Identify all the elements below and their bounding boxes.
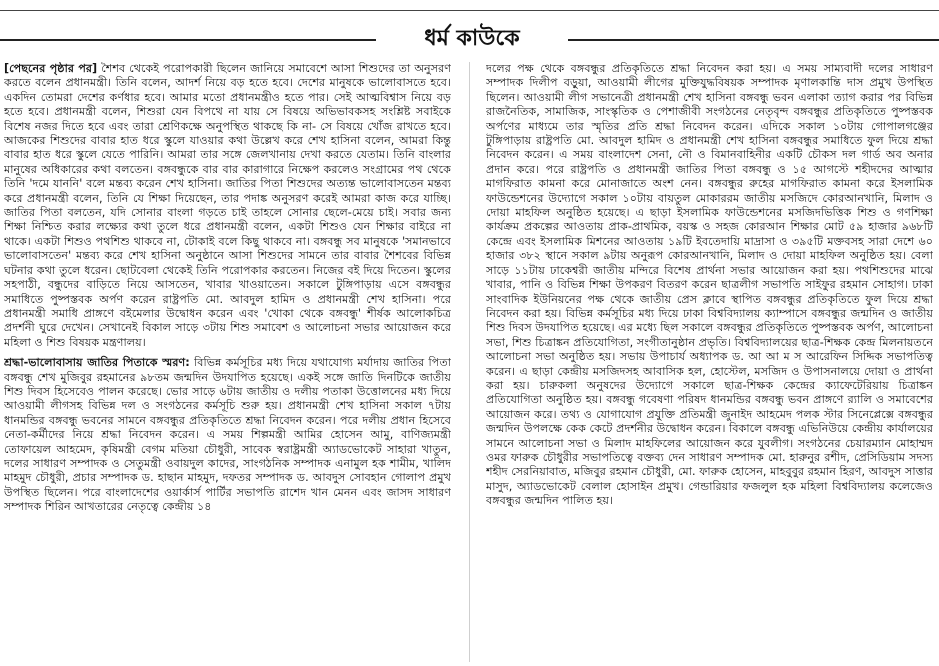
headline-rule-right: [568, 39, 939, 41]
top-rule: [0, 10, 939, 11]
headline-rule-left: [0, 39, 376, 41]
column-divider: [469, 62, 470, 662]
subhead-lead: শ্রদ্ধা-ভালোবাসায় জাতির পিতাকে স্মরণ:: [4, 356, 190, 370]
article-column-left: [4, 62, 451, 662]
article-paragraph: [486, 62, 933, 509]
article-paragraph: [4, 356, 451, 514]
headline: ধর্ম কাউকে: [424, 26, 520, 51]
article-column-right: [486, 62, 933, 662]
paragraph-text: বিভিন্ন কর্মসূচির মধ্য দিয়ে যথাযোগ্য মর্যাদায় জাতির পিতা বঙ্গবন্ধু শেখ মুজিবুর রহমানের ৯৮তম জন্মদিন উদযাপিত হয়েছে। একই সঙ্গে জাতি দিনটিকে জাতীয় শিশু দিবস হিসেবেও পালন করেছে। ভোর সাড়ে ৬টায় জাতীয় ও দলীয় পতাকা উত্তোলনের মধ্য দিয়ে আওয়ামী লীগসহ বিভিন্ন দল ও সংগঠনের কর্মসূচি শুরু হয়। প্রধানমন্ত্রী শেখ হাসিনা সকাল ৭টায় ধানমন্ডির বঙ্গবন্ধু ভবনের সামনে বঙ্গবন্ধুর প্রতিকৃতিতে শ্রদ্ধা নিবেদন করেন। পরে দলীয় প্রধান হিসেবে নেতা-কর্মীদের নিয়ে শ্রদ্ধা নিবেদন করেন। এ সময় শিল্পমন্ত্রী আমির হোসেন আমু, বাণিজ্যমন্ত্রী তোফায়েল আহমেদ, কৃষিমন্ত্রী বেগম মতিয়া চৌধুরী, সাবেক স্বরাষ্ট্রমন্ত্রী অ্যাডভোকেট সাহারা খাতুন, দলের সাধারণ সম্পাদক ও সেতুমন্ত্রী ওবায়দুল কাদের, সাংগঠনিক সম্পাদক এনামুল হক শামীম, খালিদ মাহমুদ চৌধুরী, প্রচার সম্পাদক ড. হাছান মাহমুদ, দফতর সম্পাদক ড. আবদুস সোবহান গোলাপ প্রমুখ উপস্থিত ছিলেন। পরে বাংলাদেশের ওয়ার্কার্স পার্টির সভাপতি রাশেদ খান মেনন এবং জাসদ সাধারণ সম্পাদক শিরিন আখতারের নেতৃত্বে কেন্দ্রীয় ১৪: [4, 356, 451, 514]
paragraph-lead: [পেছনের পৃষ্ঠার পর]: [4, 62, 98, 75]
headline-bar: [0, 24, 939, 54]
paragraph-text: দলের পক্ষ থেকে বঙ্গবন্ধুর প্রতিকৃতিতে শ্রদ্ধা নিবেদন করা হয়। এ সময় সাম্যবাদী দলের সাধারণ সম্পাদক দিলীপ বড়ুয়া, আওয়ামী লীগের মুক্তিযুদ্ধবিষয়ক সম্পাদক মৃণালকান্তি দাস প্রমুখ উপস্থিত ছিলেন। আওয়ামী লীগ সভানেত্রী প্রধানমন্ত্রী শেখ হাসিনা বঙ্গবন্ধু ভবন এলাকা ত্যাগ করার পর বিভিন্ন রাজনৈতিক, সামাজিক, সাংস্কৃতিক ও পেশাজীবী সংগঠনের নেতৃবৃন্দ বঙ্গবন্ধুর প্রতিকৃতিতে পুষ্পস্তবক অর্পণের মাধ্যমে তার স্মৃতির প্রতি শ্রদ্ধা নিবেদন করেন। এদিকে সকাল ১০টায় গোপালগঞ্জের টুঙ্গিপাড়ায় রাষ্ট্রপতি মো. আবদুল হামিদ ও প্রধানমন্ত্রী শেখ হাসিনা বঙ্গবন্ধুর সমাধিতে ফুল দিয়ে শ্রদ্ধা নিবেদন করেন। এ সময় বাংলাদেশ সেনা, নৌ ও বিমানবাহিনীর একটি চৌকস দল গার্ড অব অনার প্রদান করে। পরে রাষ্ট্রপতি ও প্রধানমন্ত্রী জাতির পিতা বঙ্গবন্ধু ও ১৫ আগস্টে শহীদদের আত্মার মাগফিরাত কামনা করে মোনাজাতে অংশ নেন। বঙ্গবন্ধুর রুহের মাগফিরাত কামনা করে ইসলামিক ফাউন্ডেশনের উদ্যোগে সকাল ১০টায় বায়তুল মোকাররম জাতীয় মসজিদে কোরআনখানি, মিলাদ ও দোয়া মাহফিল অনুষ্ঠিত হয়েছে। এ ছাড়া ইসলামিক ফাউন্ডেশনের মসজিদভিত্তিক শিশু ও গণশিক্ষা কার্যক্রম প্রকল্পের আওতায় প্রাক-প্রাথমিক, বয়স্ক ও সহজ কোরআন শিক্ষার মোট ৫৯ হাজার ৯৬৮টি কেন্দ্রে এবং ইসলামিক মিশনের আওতায় ১৯টি ইবতেদায়ি মাদ্রাসা ও ৩৯৫টি মক্তবসহ সারা দেশে ৬০ হাজার ৩৮২ স্থানে সকাল ৯টায় অনুরূপ কোরআনখানি, মিলাদ ও দোয়া মাহফিল অনুষ্ঠিত হয়। বেলা সাড়ে ১১টায় ঢাকেশ্বরী জাতীয় মন্দিরে বিশেষ প্রার্থনা সভার আয়োজন করা হয়। পথশিশুদের মাঝে খাবার, পানি ও বিভিন্ন শিক্ষা উপকরণ বিতরণ করেন ছাত্রলীগ সভাপতি সাইফুর রহমান সোহাগ। ঢাকা সাংবাদিক ইউনিয়নের পক্ষ থেকে জাতীয় প্রেস ক্লাবে স্থাপিত বঙ্গবন্ধুর প্রতিকৃতিতে ফুল দিয়ে শ্রদ্ধা নিবেদন করা হয়। বিভিন্ন কর্মসূচির মধ্য দিয়ে ঢাকা বিশ্ববিদ্যালয় ক্যাম্পাসে বঙ্গবন্ধুর জন্মদিন ও জাতীয় শিশু দিবস উদযাপিত হয়েছে। এর মধ্যে ছিল সকালে বঙ্গবন্ধুর প্রতিকৃতিতে পুষ্পস্তবক অর্পণ, আলোচনা সভা, শিশু চিত্রাঙ্কন প্রতিযোগিতা, সংগীতানুষ্ঠান প্রভৃতি। বিশ্ববিদ্যালয়ের ছাত্র-শিক্ষক কেন্দ্র মিলনায়তনে আলোচনা সভা অনুষ্ঠিত হয়। সভায় উপাচার্য অধ্যাপক ড. আ আ ম স আরেফিন সিদ্দিক সভাপতিত্ব করেন। এ ছাড়া কেন্দ্রীয় মসজিদসহ আবাসিক হল, হোস্টেল, মসজিদ ও উপাসনালয়ে দোয়া ও প্রার্থনা করা হয়। চারুকলা অনুষদের উদ্যোগে সকালে ছাত্র-শিক্ষক কেন্দ্রের ক্যাফেটেরিয়ায় চিত্রাঙ্কন প্রতিযোগিতা অনুষ্ঠিত হয়। বঙ্গবন্ধু গবেষণা পরিষদ ধানমন্ডির বঙ্গবন্ধু ভবন প্রাঙ্গণে র‍্যালি ও সমাবেশের আয়োজন করে। তথ্য ও যোগাযোগ প্রযুক্তি প্রতিমন্ত্রী জুনাইদ আহমেদ পলক স্টার সিনেপ্লেক্সে বঙ্গবন্ধুর জন্মদিন উপলক্ষে কেক কেটে প্রদর্শনীর উদ্বোধন করেন। বিকালে বঙ্গবন্ধু এভিনিউয়ে কেন্দ্রীয় কার্যালয়ের সামনে আলোচনা সভা ও মিলাদ মাহফিলের আয়োজন করে যুবলীগ। সংগঠনের চেয়ারম্যান মোহাম্মদ ওমর ফারুক চৌধুরীর সভাপতিত্বে বক্তব্য দেন সাধারণ সম্পাদক মো. হারুনুর রশীদ, প্রেসিডিয়াম সদস্য শহীদ সেরনিয়াবাত, মজিবুর রহমান চৌধুরী, মো. ফারুক হোসেন, মাহবুবুর রহমান হিরণ, আবদুস সাত্তার মাসুদ, অ্যাডভোকেট বেলাল হোসাইন প্রমুখ। গেন্ডারিয়ার ফজলুল হক মহিলা বিশ্ববিদ্যালয় কলেজেও বঙ্গবন্ধুর জন্মদিন পালিত হয়।: [486, 62, 933, 508]
article-paragraph: [4, 62, 451, 350]
paragraph-text: শৈশব থেকেই পরোপকারী ছিলেন জানিয়ে সমাবেশে আসা শিশুদের তা অনুসরণ করতে বলেন প্রধানমন্ত্রী। তিনি বলেন, আদর্শ নিয়ে বড় হতে হবে। দেশের মানুষকে ভালোবাসতে হবে। একদিন তোমরা দেশের কর্ণধার হবে। আমার মতো প্রধানমন্ত্রীও হতে পার। সেই আত্মবিশ্বাস নিয়ে বড় হতে হবে। প্রধানমন্ত্রী বলেন, শিশুরা যেন বিপথে না যায় সে বিষয়ে অভিভাবকসহ সংশ্লিষ্ট সবাইকে বিশেষ নজর দিতে হবে এবং তারা শ্রেণিকক্ষে অনুপস্থিত থাকছে কি না- সে বিষয়ে খোঁজ রাখতে হবে। আজকের শিশুদের বাবার হাত ধরে স্কুলে যাওয়ার কথা উল্লেখ করে শেখ হাসিনা বলেন, আমরা কিন্তু বাবার হাত ধরে স্কুলে যেতে পারিনি। আমরা তার সঙ্গে জেলখানায় দেখা করতে যেতাম। তিনি বাংলার মানুষের অধিকারের কথা বলতেন। বঙ্গবন্ধুকে বার বার কারাগারে নিক্ষেপ করলেও সংগ্রামের পথ থেকে তিনি 'দমে যাননি' বলে মন্তব্য করেন শেখ হাসিনা। জাতির পিতা শিশুদের অত্যন্ত ভালোবাসতেন মন্তব্য করে প্রধানমন্ত্রী বলেন, তিনি যে শিক্ষা দিয়েছেন, তার পদাঙ্ক অনুসরণ করেই আমরা কাজ করে যাচ্ছি। জাতির পিতা বলতেন, যদি সোনার বাংলা গড়তে চাই তাহলে সোনার ছেলে-মেয়ে চাই। সবার জন্য শিক্ষা নিশ্চিত করার লক্ষ্যের কথা তুলে ধরে প্রধানমন্ত্রী বলেন, একটা শিশুও যেন শিক্ষার বাইরে না থাকে। একটা শিশুও পথশিশু থাকবে না, টোকাই বলে কিছু থাকবে না। বঙ্গবন্ধু সব মানুষকে 'সমানভাবে ভালোবাসতেন' মন্তব্য করে শেখ হাসিনা অনুষ্ঠানে আসা শিশুদের সামনে তার বাবার শৈশবের বিভিন্ন ঘটনার কথা তুলে ধরেন। ছোটবেলা থেকেই তিনি পরোপকার করতেন। নিজের বই দিয়ে দিতেন। স্কুলের সহপাঠী, বন্ধুদের বাড়িতে নিয়ে আসতেন, খাবার খাওয়াতেন। সকালে টুঙ্গিপাড়ায় এসে বঙ্গবন্ধুর সমাধিতে পুষ্পস্তবক অর্পণ করেন রাষ্ট্রপতি মো. আবদুল হামিদ ও প্রধানমন্ত্রী শেখ হাসিনা। পরে প্রধানমন্ত্রী সমাধি প্রাঙ্গণে বইমেলার উদ্বোধন করেন এবং 'খোকা থেকে বঙ্গবন্ধু' শীর্ষক আলোকচিত্র প্রদর্শনী ঘুরে দেখেন। সেখানেই বিকাল সাড়ে ৩টায় শিশু সমাবেশ ও আলোচনা সভার আয়োজন করে মহিলা ও শিশু বিষয়ক মন্ত্রণালয়।: [4, 62, 451, 349]
